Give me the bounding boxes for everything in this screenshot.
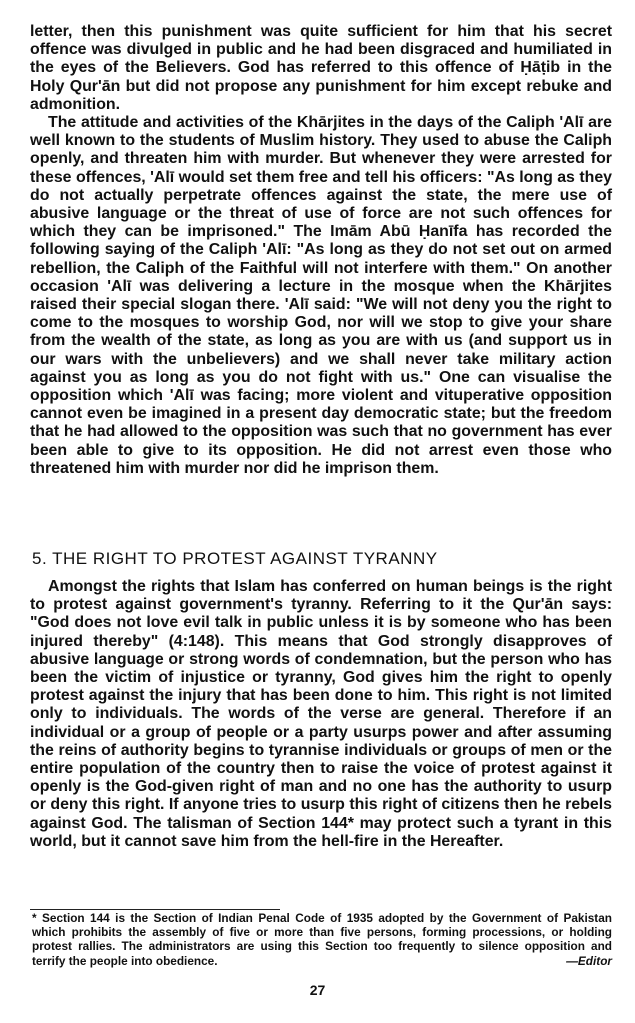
paragraph-right-to-protest: Amongst the rights that Islam has conferred on human beings is the right to protest against government's tyranny. Referring to it the Qur'ān says: "God does not love evil talk in public unless it is by someone who has been injured thereby" (4:148). This means that God strongly disapproves of abusive language or strong words of condemnation, but the person who has been the victim of injustice or tyranny, God gives him the right to openly protest against the injury that has been done to him. This right is not limited only to individuals. The words of the verse are general. Therefore if an individual or a group of people or a party usurps power and after assuming the reins of authority begins to tyrannise individuals or groups of men or the entire population of the country then to raise the voice of protest against it openly is the God-given right of man and no one has the authority to usurp or deny this right. If anyone tries to usurp this right of citizens then he rebels against God. The talisman of Section 144* may protect such a tyrant in this world, but it cannot save him from the hell-fire in the Hereafter.: [30, 578, 612, 850]
page-number: 27: [309, 982, 326, 998]
footnote-text: * Section 144 is the Section of Indian Penal Code of 1935 adopted by the Government of Pakistan which prohibits the assembly of five or more than five persons, forming processions, or holding protest rallies. The administrators are using this Section too frequently to silence opposition and terrify the people into obedience.: [32, 911, 612, 968]
text-block-section: [30, 578, 612, 851]
text-block-top: [30, 23, 612, 478]
footnote-signature: —Editor: [566, 953, 612, 968]
paragraph-kharjites: The attitude and activities of the Khārjites in the days of the Caliph 'Alī are well known to the students of Muslim history. They used to abuse the Caliph openly, and threaten him with murder. But whenever they were arrested for these offences, 'Alī would set them free and tell his officers: "As long as they do not actually perpetrate offences against the state, the mere use of abusive language or the threat of use of force are not such offences for which they can be imprisoned." The Imām Abū Ḥanīfa has recorded the following saying of the Caliph 'Alī: "As long as they do not set out on armed rebellion, the Caliph of the Faithful will not interfere with them." On another occasion 'Alī was delivering a lecture in the mosque when the Khārjites raised their special slogan there. 'Alī said: "We will not deny you the right to come to the mosques to worship God, nor will we stop to give your share from the wealth of the state, as long as you are with us (and support us in our wars with the unbelievers) and we shall never take military action against you as long as you do not fight with us." One can visualise the opposition which 'Alī was facing; more violent and vituperative opposition cannot even be imagined in a present day democratic state; but the freedom that he had allowed to the opposition was such that no government has ever been able to give to its opposition. He did not arrest even those who threatened him with murder nor did he imprison them.: [30, 114, 612, 477]
footnote: [32, 911, 612, 968]
paragraph-hatib: letter, then this punishment was quite sufficient for him that his secret offence was divulged in public and he had been disgraced and humiliated in the eyes of the Believers. God has referred to this offence of Ḥāṭib in the Holy Qur'ān but did not propose any punishment for him except rebuke and admonition.: [30, 23, 612, 113]
footnote-divider: [30, 909, 280, 910]
section-heading: 5. THE RIGHT TO PROTEST AGAINST TYRANNY: [32, 549, 438, 568]
